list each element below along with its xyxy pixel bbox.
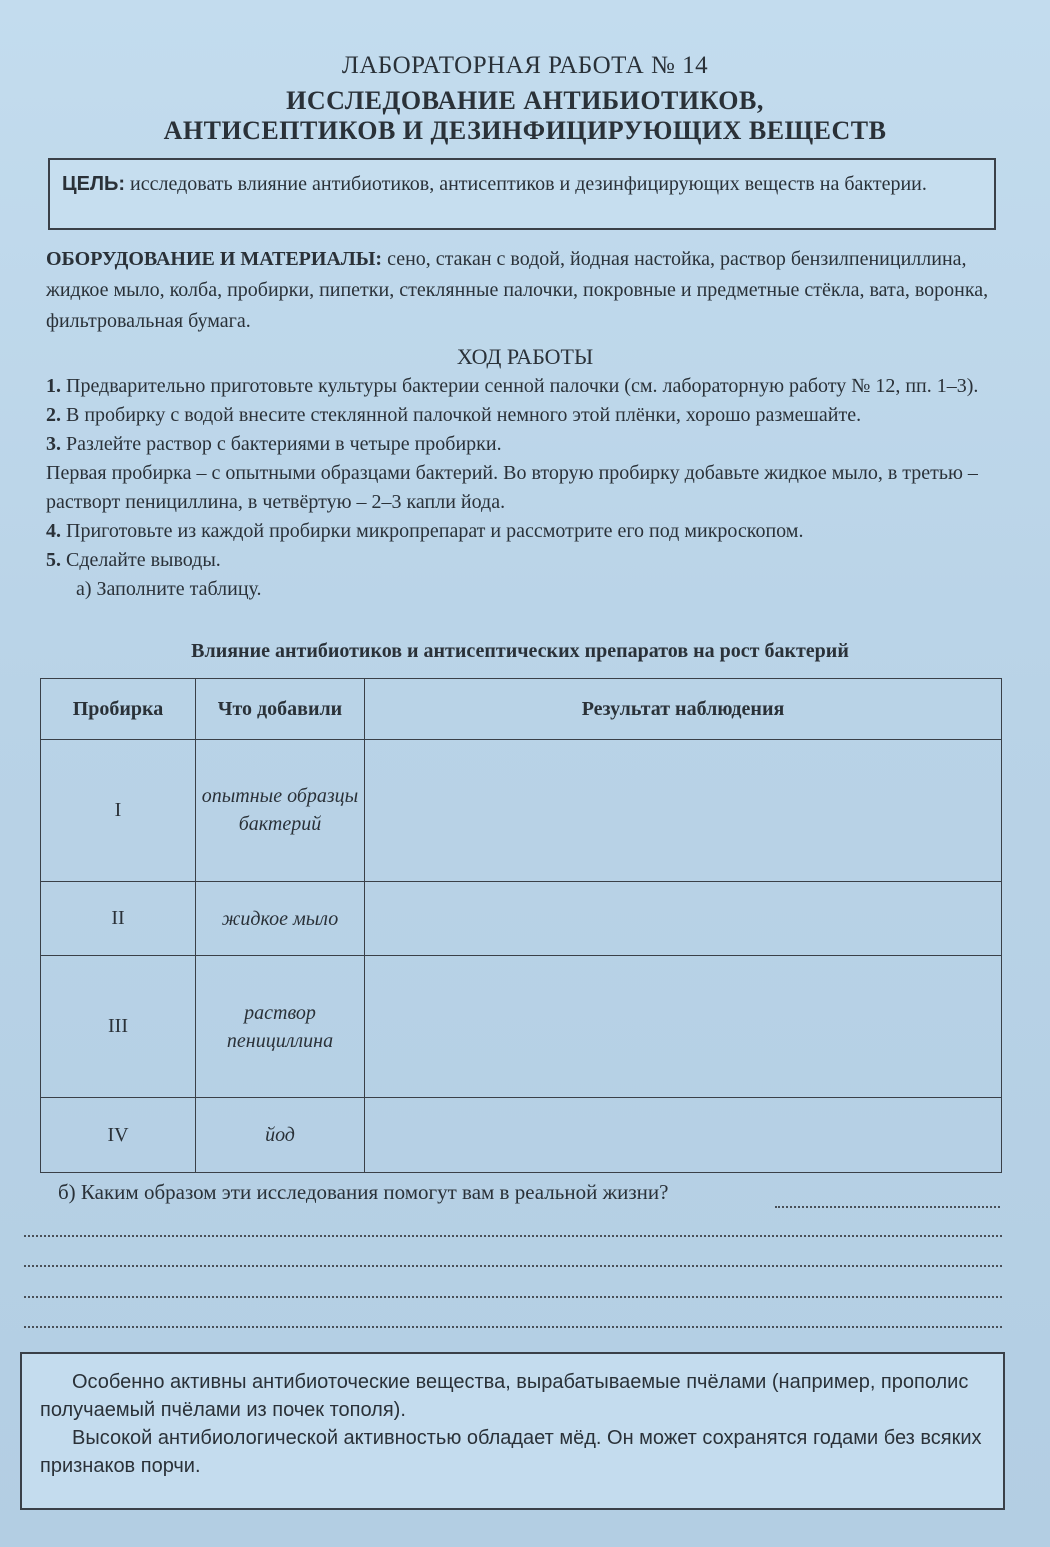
table-row bbox=[41, 1098, 1002, 1173]
step-text: В пробирку с водой внесите стеклянной палочкой немного этой плёнки, хорошо размешайте. bbox=[66, 404, 862, 426]
step-text: Разлейте раствор с бактериями в четыре пробирки. bbox=[66, 433, 502, 455]
header-tube: Пробирка bbox=[41, 679, 196, 740]
equipment-section bbox=[46, 244, 996, 337]
step-3 bbox=[46, 430, 996, 459]
procedure-steps bbox=[46, 372, 996, 604]
added-cell: йод bbox=[196, 1098, 365, 1173]
goal-label: ЦЕЛЬ: bbox=[62, 173, 126, 195]
result-cell[interactable] bbox=[365, 881, 1002, 956]
lab-title-line1: ИССЛЕДОВАНИЕ АНТИБИОТИКОВ, bbox=[286, 86, 764, 115]
step-text: Приготовьте из каждой пробирки микропрепарат и рассмотрите его под микроскопом. bbox=[66, 520, 804, 542]
step-text: Предварительно приготовьте культуры бактерии сенной палочки (см. лабораторную работу № 12, пп. 1–3). bbox=[66, 375, 979, 397]
step-2 bbox=[46, 401, 996, 430]
result-cell[interactable] bbox=[365, 956, 1002, 1098]
lab-title-line2: АНТИСЕПТИКОВ И ДЕЗИНФИЦИРУЮЩИХ ВЕЩЕСТВ bbox=[163, 116, 887, 145]
tube-cell: I bbox=[41, 740, 196, 882]
substep-a: а) Заполните таблицу. bbox=[76, 578, 262, 600]
added-cell: жидкое мыло bbox=[196, 881, 365, 956]
tube-cell: III bbox=[41, 956, 196, 1098]
step-5 bbox=[46, 546, 996, 575]
step-4 bbox=[46, 517, 996, 546]
note-paragraph-1: Особенно активны антибиоточеские вещества, вырабатываемые пчёлами (например, прополис получаемый пчёлами из почек тополя). bbox=[40, 1371, 969, 1421]
step-number: 1. bbox=[46, 375, 61, 397]
tube-cell: II bbox=[41, 881, 196, 956]
step-text: Первая пробирка – с опытными образцами бактерий. Во вторую пробирку добавьте жидкое мыло, в третью – растворт пенициллина, в четвёртую – 2–3 капли йода. bbox=[46, 462, 978, 513]
added-cell: раствор пенициллина bbox=[196, 956, 365, 1098]
info-note-box bbox=[20, 1352, 1005, 1510]
observation-table bbox=[40, 678, 1002, 1173]
header-result: Результат наблюдения bbox=[365, 679, 1002, 740]
step-number: 5. bbox=[46, 549, 61, 571]
step-text: Сделайте выводы. bbox=[66, 549, 221, 571]
equipment-text: сено, стакан с водой, йодная настойка, раствор бензилпенициллина, жидкое мыло, колба, пробирки, пипетки, стеклянные палочки, покровные и предметные стёкла, вата, воронка, фильтровальная бумага. bbox=[46, 248, 989, 332]
result-cell[interactable] bbox=[365, 1098, 1002, 1173]
note-paragraph-2: Высокой антибиологической активностью обладает мёд. Он может сохранятся годами без всяких признаков порчи. bbox=[40, 1427, 982, 1477]
step-number: 4. bbox=[46, 520, 61, 542]
result-cell[interactable] bbox=[365, 740, 1002, 882]
step-3-detail bbox=[46, 459, 996, 517]
table-row bbox=[41, 740, 1002, 882]
table-header-row bbox=[41, 679, 1002, 740]
table-row bbox=[41, 956, 1002, 1098]
answer-line[interactable] bbox=[775, 1206, 1000, 1208]
answer-line[interactable] bbox=[24, 1265, 1002, 1267]
procedure-title: ХОД РАБОТЫ bbox=[456, 344, 594, 369]
added-cell: опытные образцы бактерий bbox=[196, 740, 365, 882]
answer-line[interactable] bbox=[24, 1296, 1002, 1298]
answer-line[interactable] bbox=[24, 1235, 1002, 1237]
equipment-label: ОБОРУДОВАНИЕ И МАТЕРИАЛЫ: bbox=[46, 248, 383, 270]
step-number: 3. bbox=[46, 433, 61, 455]
lab-number: ЛАБОРАТОРНАЯ РАБОТА № 14 bbox=[341, 52, 709, 79]
header-added: Что добавили bbox=[196, 679, 365, 740]
table-row bbox=[41, 881, 1002, 956]
answer-line[interactable] bbox=[24, 1326, 1002, 1328]
table-caption: Влияние антибиотиков и антисептических препаратов на рост бактерий bbox=[191, 640, 849, 662]
tube-cell: IV bbox=[41, 1098, 196, 1173]
goal-box bbox=[48, 158, 996, 230]
step-1 bbox=[46, 372, 996, 401]
question-b: б) Каким образом эти исследования помогут вам в реальной жизни? bbox=[58, 1180, 669, 1204]
goal-text: исследовать влияние антибиотиков, антисептиков и дезинфицирующих веществ на бактерии. bbox=[130, 173, 927, 195]
step-number: 2. bbox=[46, 404, 61, 426]
